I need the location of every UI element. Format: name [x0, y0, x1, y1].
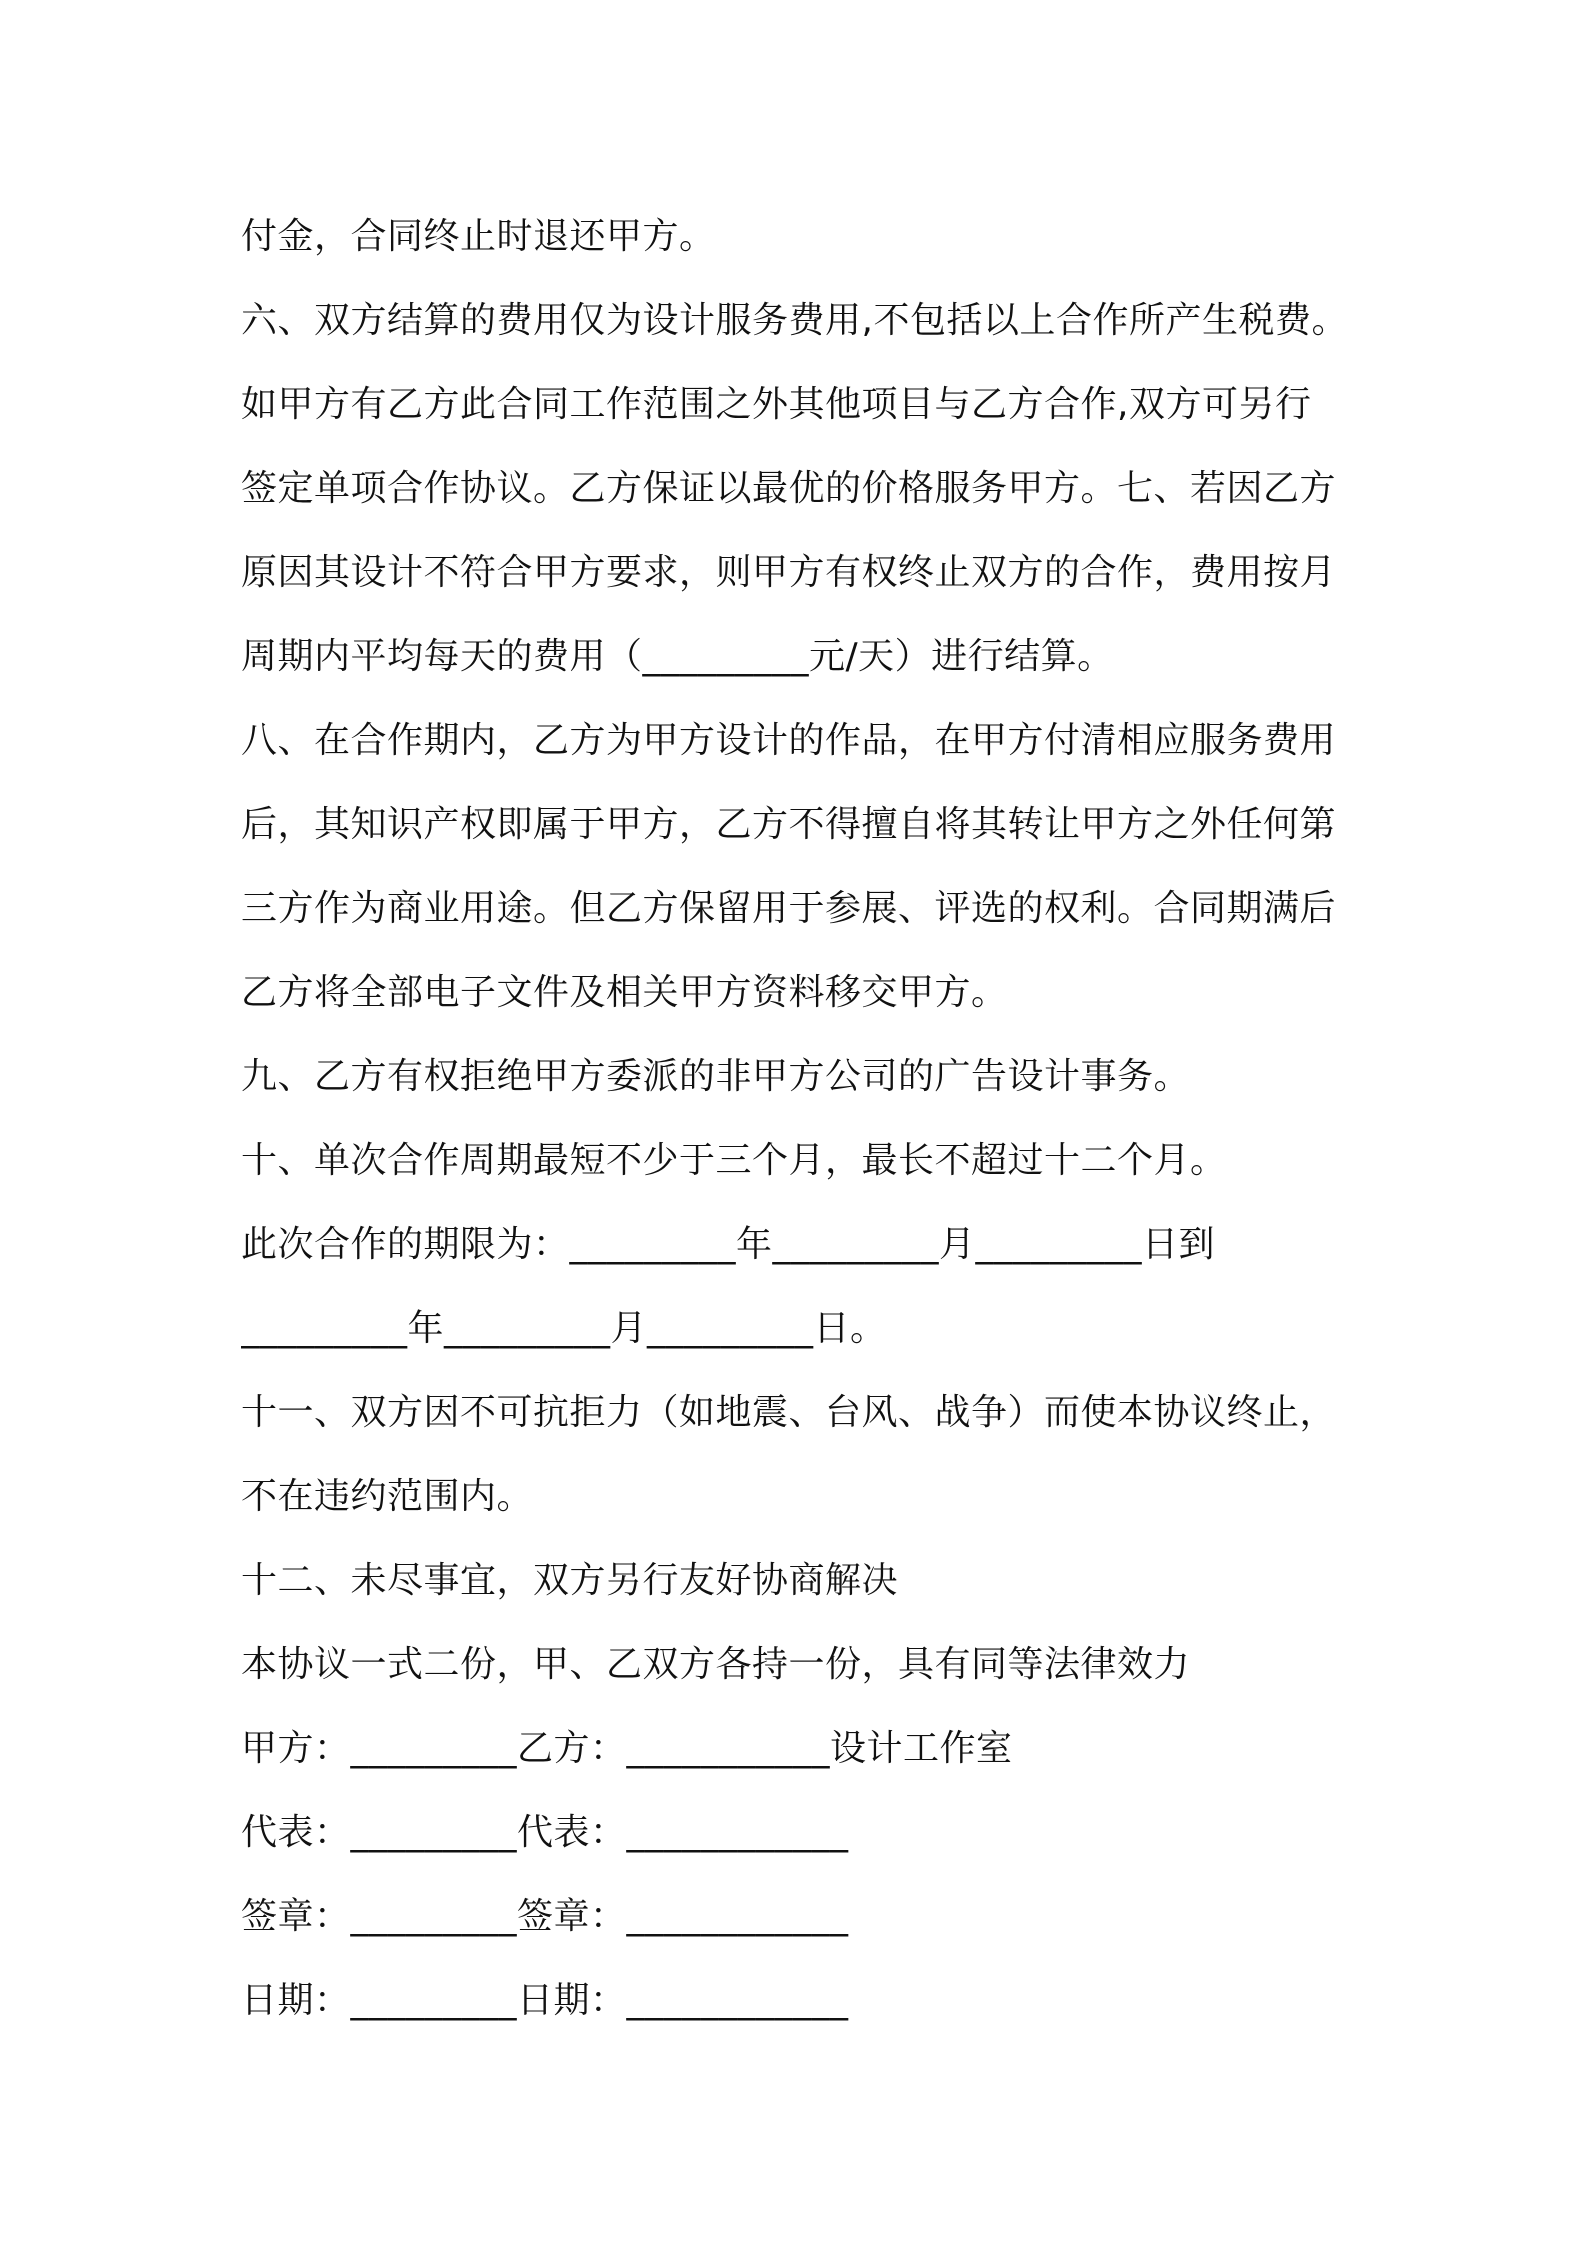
clause-10-line: 十、单次合作周期最短不少于三个月，最长不超过十二个月。 — [241, 1140, 1227, 1181]
text-line: 如甲方有乙方此合同工作范围之外其他项目与乙方合作,双方可另行 — [241, 384, 1312, 425]
dates-line: 日期：_________日期：____________ — [241, 1980, 849, 2021]
clause-8-line: 八、在合作期内，乙方为甲方设计的作品，在甲方付清相应服务费用 — [241, 720, 1337, 761]
text-line: 后，其知识产权即属于甲方，乙方不得擅自将其转让甲方之外任何第 — [241, 804, 1337, 845]
party-names-line: 甲方：_________乙方：___________设计工作室 — [241, 1728, 1013, 1769]
text-line: 不在违约范围内。 — [241, 1476, 534, 1517]
daily-fee-blank-line: 周期内平均每天的费用（_________元/天）进行结算。 — [241, 636, 1114, 677]
clause-6-line: 六、双方结算的费用仅为设计服务费用,不包括以上合作所产生税费。 — [241, 300, 1348, 341]
clause-12-line: 十二、未尽事宜，双方另行友好协商解决 — [241, 1560, 899, 1601]
text-line: 乙方将全部电子文件及相关甲方资料移交甲方。 — [241, 972, 1008, 1013]
clause-11-line: 十一、双方因不可抗拒力（如地震、台风、战争）而使本协议终止， — [241, 1392, 1337, 1433]
copies-statement-line: 本协议一式二份，甲、乙双方各持一份，具有同等法律效力 — [241, 1644, 1191, 1685]
representatives-line: 代表：_________代表：____________ — [241, 1812, 849, 1853]
text-line: 付金，合同终止时退还甲方。 — [241, 216, 716, 257]
document-body — [241, 195, 1361, 2043]
period-end-line: _________年_________月_________日。 — [241, 1308, 887, 1349]
clause-7-line: 签定单项合作协议。乙方保证以最优的价格服务甲方。七、若因乙方 — [241, 468, 1337, 509]
text-line: 三方作为商业用途。但乙方保留用于参展、评选的权利。合同期满后 — [241, 888, 1337, 929]
text-line: 原因其设计不符合甲方要求，则甲方有权终止双方的合作，费用按月 — [241, 552, 1337, 593]
signatures-line: 签章：_________签章：____________ — [241, 1896, 849, 1937]
period-start-line: 此次合作的期限为：_________年_________月_________日到 — [241, 1224, 1216, 1265]
clause-9-line: 九、乙方有权拒绝甲方委派的非甲方公司的广告设计事务。 — [241, 1056, 1191, 1097]
